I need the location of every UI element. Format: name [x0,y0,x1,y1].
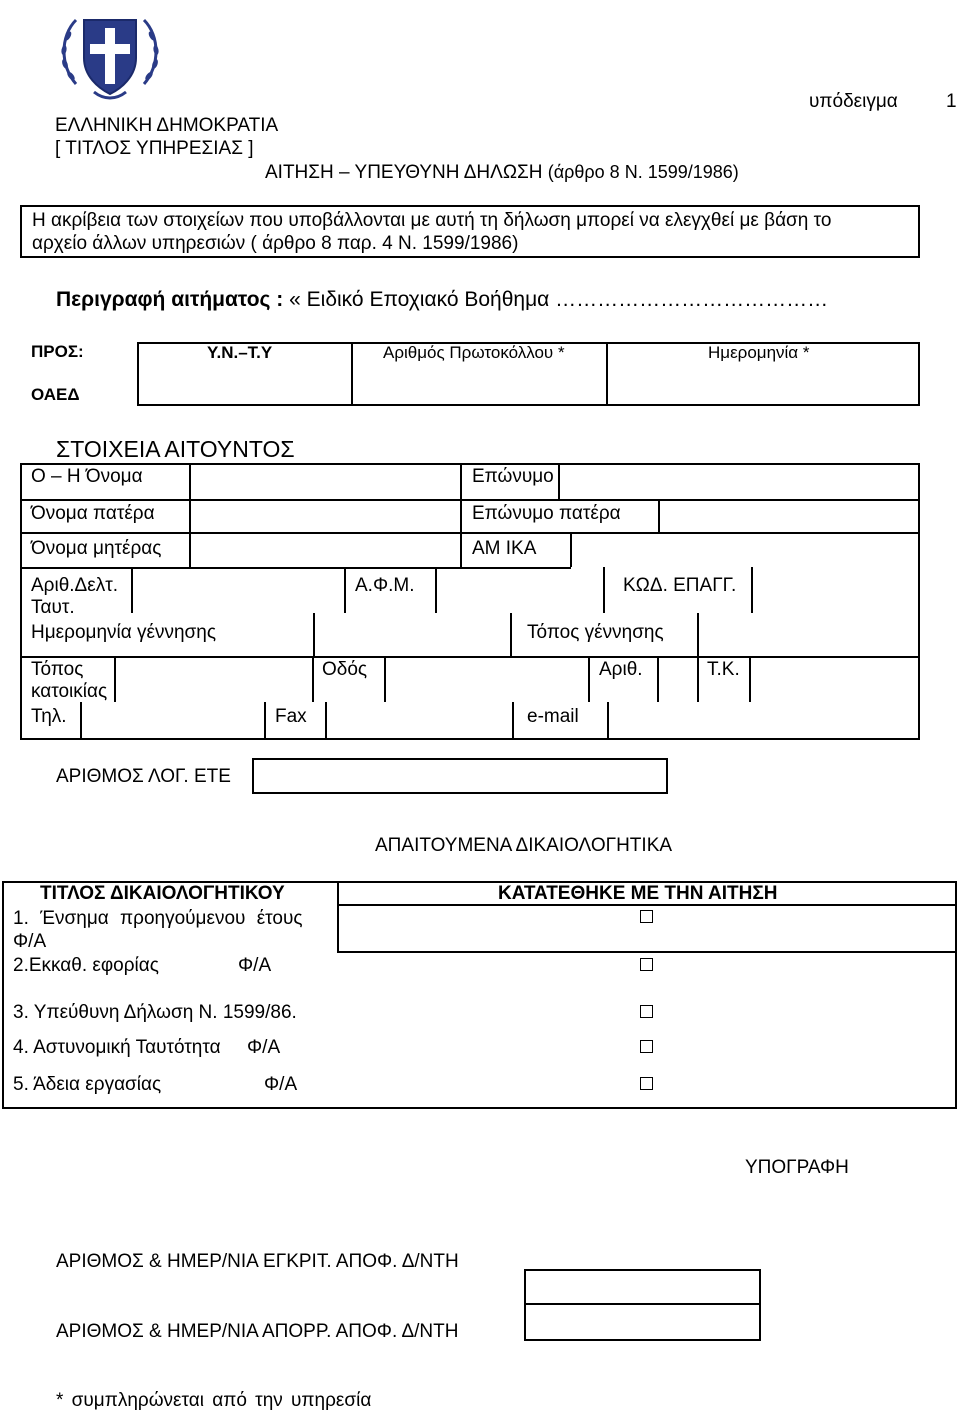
sample-label: υπόδειγμα [809,91,898,112]
document-item-2-suffix: Φ/Α [238,955,272,976]
document-item-4: 4. Αστυνομική Ταυτότητα [13,1037,221,1058]
email-label: e-mail [527,706,579,727]
form-title: ΑΙΤΗΣΗ – ΥΠΕΥΘΥΝΗ ΔΗΛΩΣΗ [265,162,543,183]
id-number-label-line-2: Ταυτ. [31,597,75,618]
divider [606,342,608,406]
am-ika-label: ΑΜ ΙΚΑ [472,538,537,559]
divider [80,702,82,740]
father-name-label: Όνομα πατέρα [31,503,155,524]
mother-name-label: Όνομα μητέρας [31,538,162,559]
divider [658,499,660,532]
ministry-label: Υ.Ν.–Τ.Υ [207,343,273,362]
service-title: [ ΤΙΤΛΟΣ ΥΠΗΡΕΣΙΑΣ ] [55,138,254,159]
residence-label-line-2: κατοικίας [31,681,108,702]
document-item-4-suffix: Φ/Α [247,1037,281,1058]
divider [114,656,116,702]
document-item-1-suffix: Φ/Α [13,931,47,952]
decision-number-box[interactable] [524,1269,761,1341]
divider [337,951,957,953]
document-item-2: 2.Εκκαθ. εφορίας [13,955,159,976]
divider [510,613,512,656]
request-dots: ………………………………… [555,288,829,311]
divider [312,656,314,702]
bank-account-label: ΑΡΙΘΜΟΣ ΛΟΓ. ΕΤΕ [56,766,231,787]
applicant-section-title: ΣΤΟΙΧΕΙΑ ΑΙΤΟΥΝΤΟΣ [56,436,295,462]
divider [189,463,191,567]
notice-line-1: Η ακρίβεια των στοιχείων που υποβάλλονται με αυτή τη δήλωση μπορεί να ελεγχθεί με βάση το [32,210,832,231]
divider [20,567,571,569]
divider [607,702,609,740]
divider [751,567,753,613]
document-item-5-suffix: Φ/Α [264,1074,298,1095]
request-value: « Ειδικό Εποχιακό Βοήθημα [289,288,550,311]
divider [131,567,133,613]
form-law: (άρθρο 8 Ν. 1599/1986) [547,162,739,182]
phone-label: Τηλ. [31,706,67,727]
divider [351,342,353,406]
document-item-5: 5. Άδεια εργασίας [13,1074,162,1095]
divider [749,656,751,702]
residence-label-line-1: Τόπος [31,659,84,680]
document-item-1: 1. Ένσημα προηγούμενου έτους [13,908,303,929]
id-number-label [31,575,118,619]
request-label: Περιγραφή αιτήματος : [56,288,284,311]
birth-place-label: Τόπος γέννησης [527,622,664,643]
document-item-2-checkbox[interactable] [640,958,653,971]
divider [435,567,437,613]
father-surname-label: Επώνυμο πατέρα [472,503,621,524]
protocol-number-label: Αριθμός Πρωτοκόλλου * [383,343,565,362]
request-description [56,288,828,312]
divider [337,881,339,952]
divider [524,1303,761,1305]
divider [20,656,920,658]
street-number-label: Αριθ. [599,659,643,680]
afm-label: Α.Φ.Μ. [355,575,415,596]
signature-label: ΥΠΟΓΡΑΦΗ [745,1157,849,1178]
documents-section-title: ΑΠΑΙΤΟΥΜΕΝΑ ΔΙΚΑΙΟΛΟΓΗΤΙΚΑ [375,835,673,856]
divider [558,463,560,499]
footnote: * συμπληρώνεται από την υπηρεσία [56,1390,372,1411]
applicant-table [20,463,920,740]
surname-label: Επώνυμο [472,466,554,487]
country-name: ΕΛΛΗΝΙΚΗ ΔΗΜΟΚΡΑΤΙΑ [55,115,279,136]
documents-col-submitted: ΚΑΤΑΤΕΘΗΚΕ ΜΕ ΤΗΝ ΑΙΤΗΣΗ [498,883,778,904]
divider [264,702,266,740]
divider [20,532,920,534]
sample-number: 1 [946,91,957,112]
document-item-3-checkbox[interactable] [640,1005,653,1018]
id-number-label-line-1: Αριθ.Δελτ. [31,575,118,596]
divider [384,656,386,702]
divider [460,463,462,567]
divider [570,532,572,567]
residence-label [31,659,107,703]
divider [344,567,346,613]
notice-line-2: αρχείο άλλων υπηρεσιών ( άρθρο 8 παρ. 4 Ν. 1599/1986) [32,233,519,254]
divider [512,702,514,740]
document-item-3: 3. Υπεύθυνη Δήλωση Ν. 1599/86. [13,1002,297,1023]
documents-col-title: ΤΙΤΛΟΣ ΔΙΚΑΙΟΛΟΓΗΤΙΚΟΥ [40,883,285,904]
notice-box [20,205,920,258]
divider [20,499,920,501]
document-item-5-checkbox[interactable] [640,1077,653,1090]
divider [588,656,590,702]
divider [697,613,699,656]
first-name-label: Ο – Η Όνομα [31,466,143,487]
street-label: Οδός [322,659,368,680]
to-value: ΟΑΕΔ [31,385,80,404]
approval-decision-label: ΑΡΙΘΜΟΣ & ΗΜΕΡ/ΝΙΑ ΕΓΚΡΙΤ. ΑΠΟΦ. Δ/ΝΤΗ [56,1251,459,1272]
postal-code-label: Τ.Κ. [707,659,740,680]
birth-date-label: Ημερομηνία γέννησης [31,622,216,643]
to-label: ΠΡΟΣ: [31,342,84,361]
fax-label: Fax [275,706,307,727]
divider [697,656,699,702]
kad-label: ΚΩΔ. ΕΠΑΓΓ. [623,575,737,596]
divider [313,613,315,656]
divider [325,702,327,740]
greek-coat-of-arms-emblem [54,6,166,104]
rejection-decision-label: ΑΡΙΘΜΟΣ & ΗΜΕΡ/ΝΙΑ ΑΠΟΡΡ. ΑΠΟΦ. Δ/ΝΤΗ [56,1321,459,1342]
bank-account-input[interactable] [252,758,668,794]
document-item-1-checkbox[interactable] [640,910,653,923]
document-item-4-checkbox[interactable] [640,1040,653,1053]
divider [657,656,659,702]
date-label: Ημερομηνία * [708,343,810,362]
divider [603,567,605,613]
form-title-block [265,162,739,184]
